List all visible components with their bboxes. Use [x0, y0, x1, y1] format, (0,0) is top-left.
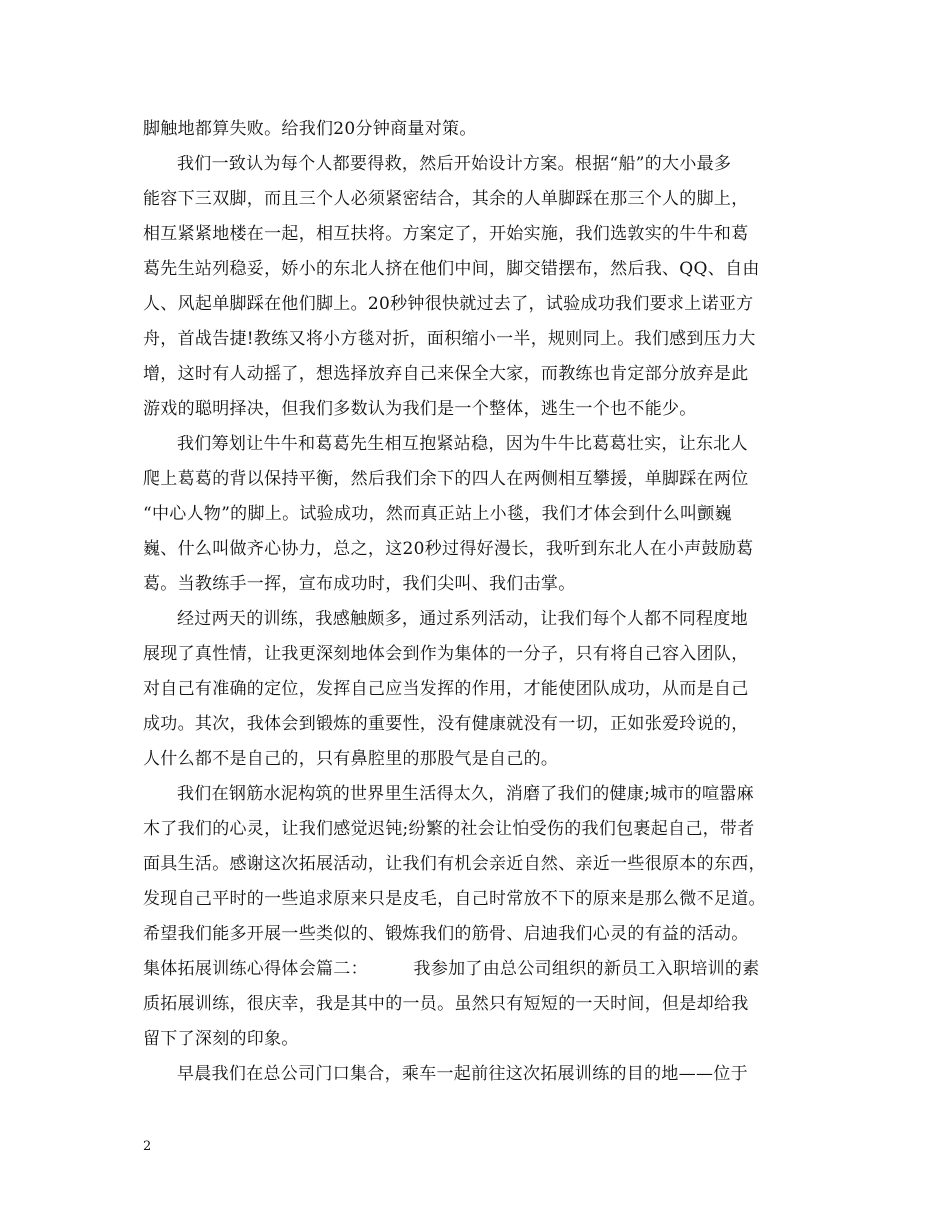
text-line: 葛先生站列稳妥，娇小的东北人挤在他们中间，脚交错摆布，然后我、QQ、自由 — [143, 259, 760, 279]
text-line: 发现自己平时的一些追求原来只是皮毛，自己时常放不下的原来是那么微不足道。 — [143, 889, 766, 909]
text-line: 留下了深刻的印象。 — [143, 1029, 299, 1049]
text-line: 巍、什么叫做齐心协力，总之，这20秒过得好漫长，我听到东北人在小声鼓励葛 — [143, 539, 754, 559]
paragraph-start: 经过两天的训练，我感触颇多，通过系列活动，让我们每个人都不同程度地 — [177, 609, 748, 629]
text-line: 增，这时有人动摇了，想选择放弃自己来保全大家，而教练也肯定部分放弃是此 — [143, 364, 749, 384]
paragraph-start: 我们在钢筋水泥构筑的世界里生活得太久，消磨了我们的健康;城市的喧嚣麻 — [177, 784, 754, 804]
text-line: 希望我们能多开展一些类似的、锻炼我们的筋骨、启迪我们心灵的有益的活动。 — [143, 924, 749, 944]
text-line: 脚触地都算失败。给我们20分钟商量对策。 — [143, 119, 477, 139]
text-line: 成功。其次，我体会到锻炼的重要性，没有健康就没有一切，正如张爱玲说的， — [143, 714, 749, 734]
page-number: 2 — [143, 1139, 152, 1154]
text-line: 人、风起单脚踩在他们脚上。20秒钟很快就过去了，试验成功我们要求上诺亚方 — [143, 294, 754, 314]
text-line: 游戏的聪明择决，但我们多数认为我们是一个整体，逃生一个也不能少。 — [143, 399, 697, 419]
text-line: 能容下三双脚，而且三个人必须紧密结合，其余的人单脚踩在那三个人的脚上， — [143, 189, 749, 209]
text-line: “中心人物”的脚上。试验成功，然而真正站上小毯，我们才体会到什么叫颤巍 — [143, 504, 732, 524]
text-line: 面具生活。感谢这次拓展活动，让我们有机会亲近自然、亲近一些很原本的东西， — [143, 854, 766, 874]
text-line: 爬上葛葛的背以保持平衡，然后我们余下的四人在两侧相互攀援，单脚踩在两位 — [143, 469, 749, 489]
text-line: 木了我们的心灵，让我们感觉迟钝;纷繁的社会让怕受伤的我们包裹起自己，带者 — [143, 819, 755, 839]
paragraph-start: 早晨我们在总公司门口集合，乘车一起前往这次拓展训练的目的地——位于 — [177, 1064, 748, 1084]
text-line: 舟，首战告捷!教练又将小方毯对折，面积缩小一半，规则同上。我们感到压力大 — [143, 329, 756, 349]
text-line: 葛。当教练手一挥，宣布成功时，我们尖叫、我们击掌。 — [143, 574, 576, 594]
paragraph-start: 我们一致认为每个人都要得救，然后开始设计方案。根据“船”的大小最多 — [177, 154, 732, 174]
text-line: 展现了真性情，让我更深刻地体会到作为集体的一分子，只有将自己容入团队， — [143, 644, 749, 664]
text-line: 人什么都不是自己的，只有鼻腔里的那股气是自己的。 — [143, 749, 559, 769]
section-heading-line: 集体拓展训练心得体会篇二： 我参加了由总公司组织的新员工入职培训的素 — [143, 959, 760, 979]
text-line: 相互紧紧地楼在一起，相互扶将。方案定了，开始实施，我们选敦实的牛牛和葛 — [143, 224, 749, 244]
text-line: 质拓展训练，很庆幸，我是其中的一员。虽然只有短短的一天时间，但是却给我 — [143, 994, 749, 1014]
text-line: 对自己有准确的定位，发挥自己应当发挥的作用，才能使团队成功，从而是自己 — [143, 679, 749, 699]
paragraph-start: 我们筹划让牛牛和葛葛先生相互抱紧站稳，因为牛牛比葛葛壮实，让东北人 — [177, 434, 748, 454]
